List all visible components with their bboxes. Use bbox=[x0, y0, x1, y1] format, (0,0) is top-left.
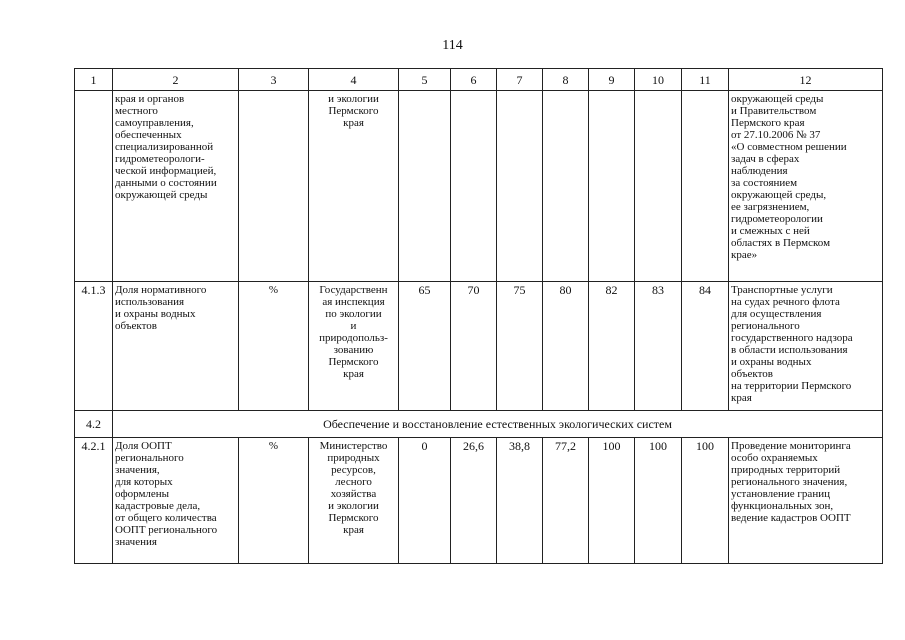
table-row bbox=[75, 438, 883, 564]
value-cell: 80 bbox=[543, 282, 589, 411]
measures-description: Проведение мониторинга особо охраняемых природных территорий регионального значения, установление границ функциональных зон, ведение кадастров ООПТ bbox=[729, 438, 883, 564]
responsible-body: Министерство природных ресурсов, лесного хозяйства и экологии Пермского края bbox=[309, 438, 399, 564]
value-cell: 26,6 bbox=[451, 438, 497, 564]
value-cell: 65 bbox=[399, 282, 451, 411]
measures-description: окружающей среды и Правительством Пермского края от 27.10.2006 № 37 «О совместном решении задач в сферах наблюдения за состоянием окружающей среды, ее загрязнением, гидрометеорологии и смежных с ней областях в Пермском крае» bbox=[729, 91, 883, 282]
value-cell bbox=[399, 91, 451, 282]
value-cell: 70 bbox=[451, 282, 497, 411]
column-number-row bbox=[75, 69, 883, 91]
column-header: 2 bbox=[113, 69, 239, 91]
value-cell: 38,8 bbox=[497, 438, 543, 564]
value-cell: 82 bbox=[589, 282, 635, 411]
value-cell bbox=[451, 91, 497, 282]
value-cell bbox=[497, 91, 543, 282]
value-cell: 100 bbox=[635, 438, 682, 564]
row-code: 4.2.1 bbox=[75, 438, 113, 564]
value-cell bbox=[682, 91, 729, 282]
value-cell: 83 bbox=[635, 282, 682, 411]
column-header: 10 bbox=[635, 69, 682, 91]
value-cell: 100 bbox=[589, 438, 635, 564]
responsible-body: и экологии Пермского края bbox=[309, 91, 399, 282]
unit bbox=[239, 91, 309, 282]
column-header: 11 bbox=[682, 69, 729, 91]
row-code: 4.1.3 bbox=[75, 282, 113, 411]
column-header: 1 bbox=[75, 69, 113, 91]
measures-description: Транспортные услуги на судах речного флота для осуществления регионального государственного надзора в области использования и охраны водных объектов на территории Пермского края bbox=[729, 282, 883, 411]
section-title: Обеспечение и восстановление естественных экологических систем bbox=[113, 411, 883, 438]
value-cell bbox=[589, 91, 635, 282]
table-row bbox=[75, 282, 883, 411]
value-cell: 75 bbox=[497, 282, 543, 411]
indicator-name: Доля ООПТ регионального значения, для которых оформлены кадастровые дела, от общего количества ООПТ регионального значения bbox=[113, 438, 239, 564]
unit: % bbox=[239, 438, 309, 564]
column-header: 6 bbox=[451, 69, 497, 91]
section-row bbox=[75, 411, 883, 438]
value-cell bbox=[543, 91, 589, 282]
data-table bbox=[74, 68, 883, 564]
indicator-name: Доля нормативного использования и охраны водных объектов bbox=[113, 282, 239, 411]
unit: % bbox=[239, 282, 309, 411]
section-code: 4.2 bbox=[75, 411, 113, 438]
column-header: 5 bbox=[399, 69, 451, 91]
value-cell: 0 bbox=[399, 438, 451, 564]
column-header: 4 bbox=[309, 69, 399, 91]
value-cell: 84 bbox=[682, 282, 729, 411]
value-cell: 77,2 bbox=[543, 438, 589, 564]
column-header: 12 bbox=[729, 69, 883, 91]
column-header: 3 bbox=[239, 69, 309, 91]
column-header: 8 bbox=[543, 69, 589, 91]
indicator-name: края и органов местного самоуправления, обеспеченных специализированной гидрометеорологи- ческой информацией, данными о состоянии окружающей среды bbox=[113, 91, 239, 282]
column-header: 9 bbox=[589, 69, 635, 91]
column-header: 7 bbox=[497, 69, 543, 91]
value-cell: 100 bbox=[682, 438, 729, 564]
page-number: 114 bbox=[442, 38, 463, 53]
row-code bbox=[75, 91, 113, 282]
table-row bbox=[75, 91, 883, 282]
value-cell bbox=[635, 91, 682, 282]
responsible-body: Государственн ая инспекция по экологии и природопольз- зованию Пермского края bbox=[309, 282, 399, 411]
